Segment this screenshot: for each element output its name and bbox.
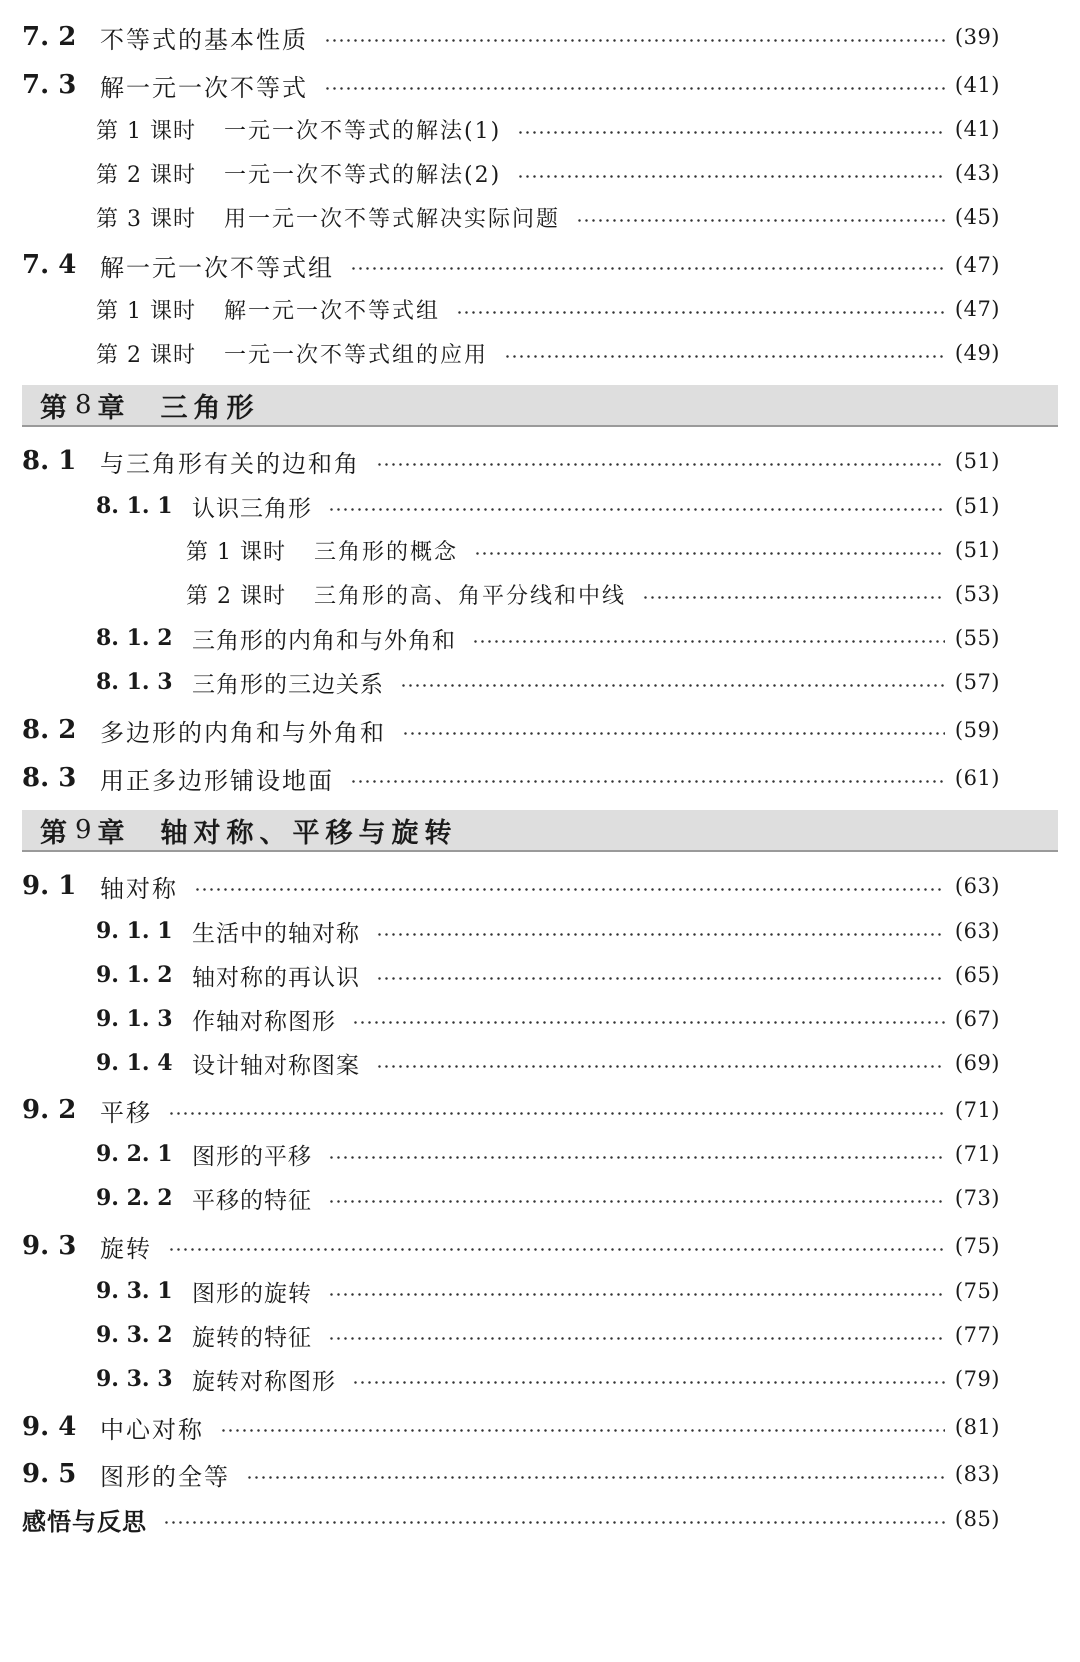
section-number: 8. 2 [22, 715, 77, 745]
page-number: (69) [954, 1051, 1000, 1075]
lesson-label: 第 2 课时 [186, 583, 286, 609]
dot-leader [324, 39, 945, 42]
entry-title: 解一元一次不等式组 [223, 298, 440, 324]
entry-title: 设计轴对称图案 [192, 1052, 360, 1079]
chapter-label: 第 [40, 392, 69, 424]
page-number: (41) [954, 117, 1000, 141]
page-number: (81) [954, 1415, 1000, 1439]
toc-entry[interactable] [186, 528, 1000, 572]
section-number: 9. 2 [22, 1095, 77, 1125]
dot-leader [472, 640, 945, 643]
entry-title: 用一元一次不等式解决实际问题 [223, 206, 560, 232]
dot-leader [400, 684, 945, 687]
lesson-label: 第 1 课时 [186, 539, 286, 565]
lesson-label: 第 1 课时 [96, 118, 196, 144]
section-number: 7. 4 [22, 250, 77, 280]
toc-entry[interactable] [96, 1357, 1000, 1401]
section-number: 8. 3 [22, 763, 77, 793]
section-number: 9. 3. 1 [96, 1278, 173, 1304]
entry-title: 一元一次不等式组的应用 [223, 342, 488, 368]
dot-leader [376, 933, 945, 936]
page-number: (41) [954, 73, 1000, 97]
dot-leader [376, 463, 945, 466]
entry-title: 轴对称 [100, 874, 178, 903]
entry-title: 用正多边形铺设地面 [100, 766, 334, 795]
dot-leader [376, 1065, 945, 1068]
entry-title: 一元一次不等式的解法(1) [223, 118, 502, 144]
toc-entry[interactable] [96, 1041, 1000, 1085]
dot-leader [402, 732, 945, 735]
toc-entry[interactable] [96, 953, 1000, 997]
toc-entry[interactable] [22, 1452, 1000, 1496]
dot-leader [350, 780, 945, 783]
section-number: 8. 1 [22, 446, 77, 476]
section-number: 9. 2. 2 [96, 1185, 173, 1211]
toc-entry[interactable] [96, 997, 1000, 1041]
section-number: 8. 1. 2 [96, 625, 173, 651]
page-number: (49) [954, 341, 1000, 365]
dot-leader [352, 1021, 945, 1024]
page-number: (83) [954, 1462, 1000, 1486]
toc-entry[interactable] [22, 1405, 1000, 1449]
dot-leader [194, 888, 945, 891]
entry-title: 平移 [100, 1098, 152, 1127]
section-number: 9. 3. 3 [96, 1366, 173, 1392]
dot-leader [576, 219, 945, 222]
dot-leader [517, 175, 945, 178]
page-number: (53) [954, 582, 1000, 606]
entry-title: 平移的特征 [192, 1187, 312, 1214]
section-number: 9. 2. 1 [96, 1141, 173, 1167]
entry-title: 不等式的基本性质 [100, 25, 308, 54]
page-number: (43) [954, 161, 1000, 185]
section-number: 9. 1 [22, 871, 77, 901]
chapter-number: 8 [75, 390, 92, 420]
entry-title: 三角形的内角和与外角和 [192, 627, 456, 654]
lesson-label: 第 1 课时 [96, 298, 196, 324]
toc-entry[interactable] [96, 1269, 1000, 1313]
page-number: (47) [954, 253, 1000, 277]
toc-entry[interactable] [96, 331, 1000, 375]
chapter-suffix: 章 [97, 392, 127, 424]
page-number: (75) [954, 1279, 1000, 1303]
section-number: 8. 1. 1 [96, 493, 173, 519]
entry-title: 感悟与反思 [22, 1507, 147, 1536]
toc-entry[interactable] [186, 572, 1000, 616]
section-number: 9. 4 [22, 1412, 77, 1442]
entry-title: 旋转对称图形 [192, 1368, 336, 1395]
dot-leader [324, 87, 945, 90]
entry-title: 三角形的概念 [313, 539, 458, 565]
dot-leader [642, 596, 945, 599]
page-number: (61) [954, 766, 1000, 790]
toc-entry[interactable] [96, 107, 1000, 151]
toc-entry[interactable] [22, 1088, 1000, 1132]
section-number: 7. 2 [22, 22, 77, 52]
section-number: 9. 3 [22, 1231, 77, 1261]
section-number: 9. 1. 4 [96, 1050, 173, 1076]
toc-entry[interactable] [22, 1224, 1000, 1268]
toc-entry[interactable] [22, 756, 1000, 800]
page-number: (71) [954, 1142, 1000, 1166]
dot-leader [350, 267, 945, 270]
entry-title: 作轴对称图形 [192, 1008, 336, 1035]
page-number: (57) [954, 670, 1000, 694]
toc-entry[interactable] [22, 243, 1000, 287]
lesson-label: 第 2 课时 [96, 162, 196, 188]
toc-entry[interactable] [22, 63, 1000, 107]
toc-entry[interactable] [96, 287, 1000, 331]
entry-title: 一元一次不等式的解法(2) [223, 162, 502, 188]
dot-leader [517, 131, 945, 134]
chapter-title: 三角形 [160, 392, 260, 424]
dot-leader [220, 1429, 945, 1432]
dot-leader [328, 1156, 945, 1159]
toc-entry[interactable] [96, 616, 1000, 660]
toc-entry[interactable] [96, 1176, 1000, 1220]
section-number: 8. 1. 3 [96, 669, 173, 695]
entry-title: 与三角形有关的边和角 [100, 449, 360, 478]
page-number: (77) [954, 1323, 1000, 1347]
dot-leader [328, 508, 945, 511]
toc-entry[interactable] [96, 660, 1000, 704]
entry-title: 解一元一次不等式组 [100, 253, 334, 282]
toc-entry[interactable] [96, 195, 1000, 239]
toc-entry[interactable] [96, 1313, 1000, 1357]
page-number: (39) [954, 25, 1000, 49]
page-number: (51) [954, 494, 1000, 518]
section-number: 9. 1. 2 [96, 962, 173, 988]
toc-entry[interactable] [22, 708, 1000, 752]
entry-title: 图形的平移 [192, 1143, 312, 1170]
page-number: (67) [954, 1007, 1000, 1031]
dot-leader [328, 1200, 945, 1203]
entry-title: 生活中的轴对称 [192, 920, 360, 947]
dot-leader [376, 977, 945, 980]
section-number: 9. 5 [22, 1459, 77, 1489]
dot-leader [352, 1381, 945, 1384]
chapter-title: 轴对称、平移与旋转 [160, 817, 458, 849]
dot-leader [246, 1476, 945, 1479]
chapter-number: 9 [75, 815, 92, 845]
section-number: 9. 3. 2 [96, 1322, 173, 1348]
entry-title: 多边形的内角和与外角和 [100, 718, 386, 747]
section-number: 9. 1. 1 [96, 918, 173, 944]
dot-leader [328, 1293, 945, 1296]
page-number: (79) [954, 1367, 1000, 1391]
lesson-label: 第 2 课时 [96, 342, 196, 368]
dot-leader [328, 1337, 945, 1340]
page-number: (51) [954, 538, 1000, 562]
dot-leader [456, 311, 945, 314]
toc-entry[interactable] [22, 864, 1000, 908]
entry-title: 三角形的高、角平分线和中线 [313, 583, 626, 609]
dot-leader [168, 1248, 945, 1251]
page-number: (75) [954, 1234, 1000, 1258]
toc-entry[interactable] [22, 15, 1000, 59]
chapter-suffix: 章 [97, 817, 127, 849]
entry-title: 轴对称的再认识 [192, 964, 360, 991]
entry-title: 三角形的三边关系 [192, 671, 384, 698]
page-number: (71) [954, 1098, 1000, 1122]
page-number: (47) [954, 297, 1000, 321]
toc-entry[interactable] [22, 439, 1000, 483]
page-number: (55) [954, 626, 1000, 650]
page-number: (63) [954, 874, 1000, 898]
page-number: (65) [954, 963, 1000, 987]
entry-title: 旋转的特征 [192, 1324, 312, 1351]
entry-title: 中心对称 [100, 1415, 204, 1444]
toc-entry[interactable] [96, 151, 1000, 195]
dot-leader [163, 1521, 945, 1524]
toc-entry[interactable] [22, 1497, 1000, 1541]
chapter-heading[interactable] [22, 810, 1058, 852]
chapter-label: 第 [40, 817, 69, 849]
chapter-heading[interactable] [22, 385, 1058, 427]
entry-title: 认识三角形 [192, 495, 312, 522]
toc-entry[interactable] [96, 909, 1000, 953]
section-number: 9. 1. 3 [96, 1006, 173, 1032]
dot-leader [504, 355, 945, 358]
page-number: (63) [954, 919, 1000, 943]
page-number: (45) [954, 205, 1000, 229]
toc-entry[interactable] [96, 1132, 1000, 1176]
entry-title: 解一元一次不等式 [100, 73, 308, 102]
dot-leader [168, 1112, 945, 1115]
entry-title: 旋转 [100, 1234, 152, 1263]
entry-title: 图形的旋转 [192, 1280, 312, 1307]
page-number: (73) [954, 1186, 1000, 1210]
page-number: (59) [954, 718, 1000, 742]
dot-leader [474, 552, 945, 555]
section-number: 7. 3 [22, 70, 77, 100]
entry-title: 图形的全等 [100, 1462, 230, 1491]
page-number: (85) [954, 1507, 1000, 1531]
toc-entry[interactable] [96, 484, 1000, 528]
page-number: (51) [954, 449, 1000, 473]
lesson-label: 第 3 课时 [96, 206, 196, 232]
